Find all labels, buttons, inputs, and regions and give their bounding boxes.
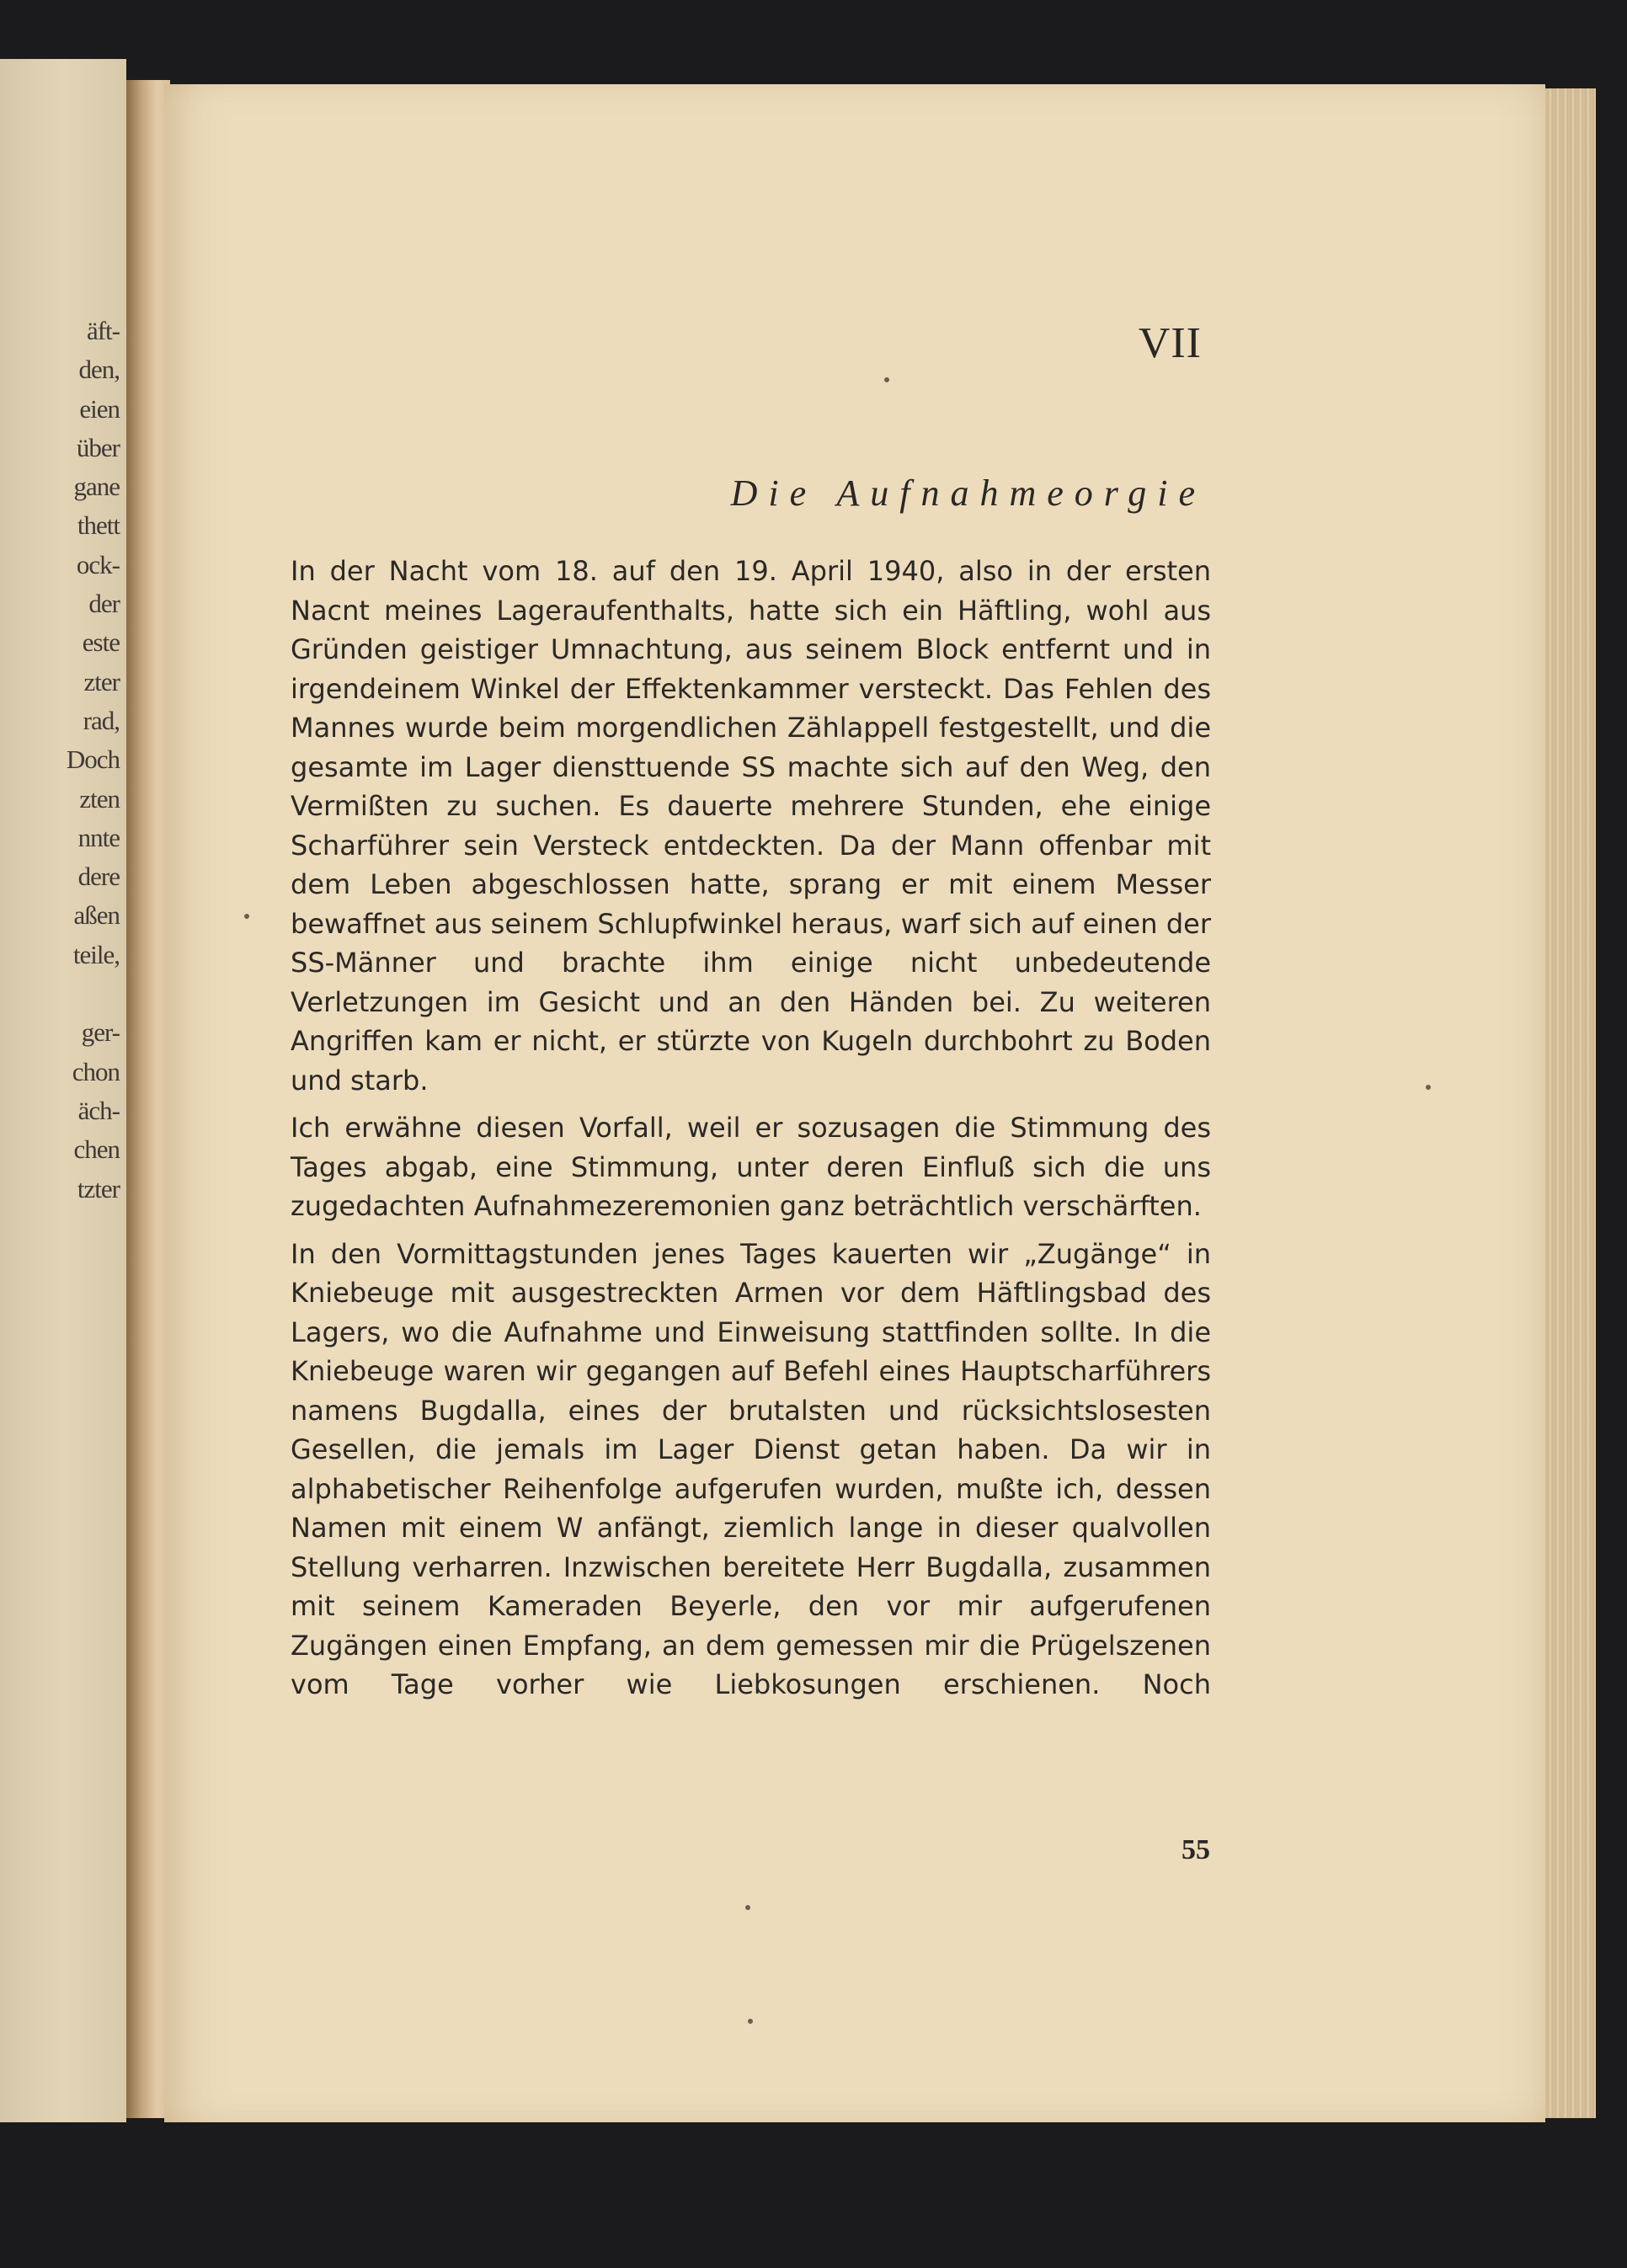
fragment-line: aßen: [73, 900, 120, 931]
page-edges: [1545, 88, 1596, 2118]
chapter-title: Die Aufnahmeorgie: [730, 472, 1206, 514]
fragment-line: äch-: [77, 1095, 120, 1125]
paragraph: In den Vormittagstunden jenes Tages kauerten wir „Zugänge“ in Kniebeuge mit ausgestreckten Armen vor dem Häftlingsbad des Lagers, wo die Aufnahme und Einweisung stattfinden sollte. In die Kniebeuge waren wir gegangen auf Befehl eines Hauptscharführers namens Bugdalla, eines der brutalsten und rücksichtslosesten Gesellen, die jemals im Lager Dienst getan haben. Da wir in alphabetischer Reihenfolge aufgerufen wurden, mußte ich, dessen Namen mit einem W anfängt, ziemlich lange in dieser qualvollen Stellung verharren. Inzwischen bereitete Herr Bugdalla, zusammen mit seinem Kameraden Beyerle, den vor mir aufgerufenen Zugängen einen Empfang, an dem gemessen mir die Prügelszenen vom Tage vorher wie Liebkosungen erschienen. Noch: [291, 1237, 1211, 1700]
chapter-number: VII: [1138, 319, 1202, 367]
fragment-line: gane: [73, 472, 120, 502]
fragment-line: dere: [77, 862, 120, 892]
fragment-line: este: [82, 627, 120, 658]
body-text: [291, 552, 1211, 1713]
fragment-line: der: [88, 589, 120, 619]
fragment-line: teile,: [72, 939, 120, 969]
fragment-line: rad,: [83, 705, 120, 735]
page-number: 55: [1182, 1834, 1210, 1865]
paper-speck: [745, 1905, 750, 1910]
fragment-line: ger-: [81, 1017, 120, 1048]
fragment-line: eien: [79, 393, 120, 424]
paragraph: Ich erwähne diesen Vorfall, weil er sozusagen die Stimmung des Tages abgab, eine Stimmung, unter deren Einfluß sich die uns zugedachten Aufnahmezeremonien ganz beträchtlich verschärften.: [291, 1112, 1211, 1222]
fragment-line: tzter: [77, 1173, 120, 1203]
fragment-line: äft-: [86, 316, 120, 345]
left-facing-page: [0, 59, 126, 2122]
paragraph: In der Nacht vom 18. auf den 19. April 1940, also in der ersten Nacnt meines Lageraufenthalts, hatte sich ein Häftling, wohl aus Gründen geistiger Umnachtung, aus seinem Block entfernt und in irgendeinem Winkel der Effektenkammer versteckt. Das Fehlen des Mannes wurde beim morgendlichen Zählappell festgestellt, und die gesamte im Lager diensttuende SS machte sich auf den Weg, den Vermißten zu suchen. Es dauerte mehrere Stunden, ehe einige Scharführer sein Versteck entdeckten. Da der Mann offenbar mit dem Leben abgeschlossen hatte, sprang er mit einem Messer bewaffnet aus seinem Schlupfwinkel heraus, warf sich auf einen der SS-Männer und brachte ihm einige nicht unbedeutende Verletzungen im Gesicht und an den Händen bei. Zu weiteren Angriffen kam er nicht, er stürzte von Kugeln durchbohrt zu Boden und starb.: [291, 555, 1211, 1097]
paper-speck: [748, 2019, 753, 2024]
paper-speck: [244, 914, 249, 919]
fragment-line: zter: [83, 666, 120, 696]
fragment-line: Doch: [66, 744, 120, 775]
fragment-line: thett: [77, 510, 120, 541]
fragment-line: nnte: [77, 822, 120, 852]
paper-speck: [884, 377, 889, 382]
fragment-line: ock-: [76, 549, 120, 579]
fragment-line: [67, 974, 120, 1013]
fragment-line: den,: [78, 355, 120, 385]
fragment-line: über: [76, 432, 120, 462]
paper-speck: [1426, 1085, 1431, 1090]
fragment-line: chen: [73, 1134, 120, 1165]
fragment-line: chon: [72, 1056, 120, 1086]
left-page-text-fragments: [67, 312, 120, 1209]
fragment-line: zten: [79, 783, 120, 814]
